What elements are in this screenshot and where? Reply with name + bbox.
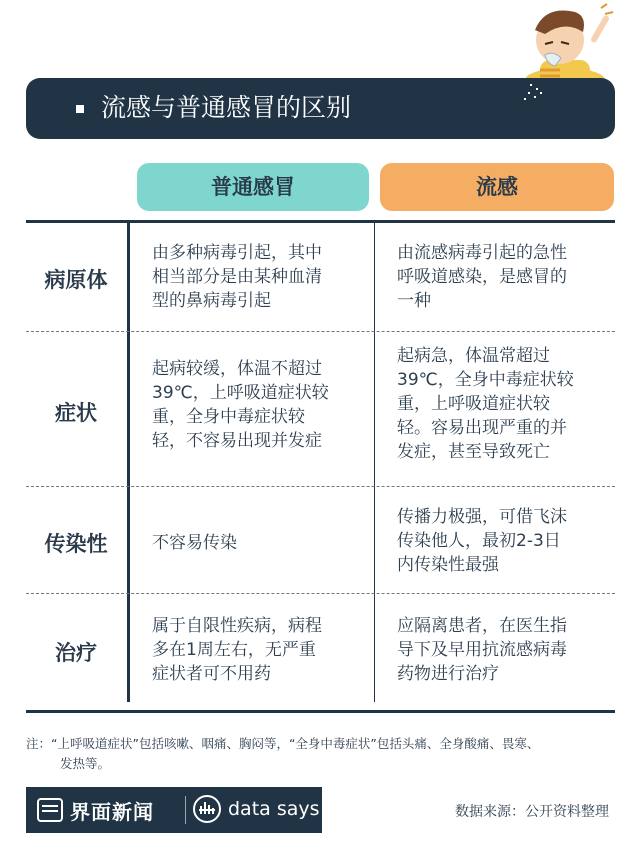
- row-label-symptoms: 症状: [55, 401, 97, 425]
- page-title: 流感与普通感冒的区别: [101, 93, 352, 122]
- cell-flu-treatment: 应隔离患者，在医生指 导下及早用抗流感病毒 药物进行治疗: [397, 616, 567, 684]
- footer-brand-panel: [26, 787, 322, 833]
- table-top-rule: [26, 220, 615, 223]
- data-says-icon: [192, 794, 222, 824]
- brand-name: 界面新闻: [70, 800, 154, 824]
- boy-sneezing-illustration: [505, 0, 625, 90]
- cell-flu-pathogen: 由流感病毒引起的急性 呼吸道感染，是感冒的 一种: [397, 243, 567, 311]
- footer-separator: [185, 796, 186, 824]
- row-label-pathogen: 病原体: [44, 268, 108, 292]
- bullet-icon: [76, 105, 84, 113]
- cell-flu-symptoms: 起病急，体温常超过 39℃，全身中毒症状较 重，上呼吸道症状较 轻。容易出现严重的并 发症，甚至导致死亡: [397, 346, 574, 462]
- cell-cold-contagion: 不容易传染: [152, 533, 237, 553]
- cell-cold-pathogen: 由多种病毒引起，其中 相当部分是由某种血清 型的鼻病毒引起: [152, 243, 322, 311]
- sneeze-droplets-decoration: [520, 80, 550, 105]
- brand-logo-icon: [37, 798, 63, 822]
- table-bottom-rule: [26, 710, 615, 713]
- column-header-common-cold: 普通感冒: [137, 163, 369, 211]
- row-divider: [26, 331, 615, 332]
- cell-flu-contagion: 传播力极强，可借飞沫 传染他人，最初2-3日 内传染性最强: [397, 507, 567, 575]
- row-divider: [26, 593, 615, 594]
- row-divider: [26, 486, 615, 487]
- table-column-divider: [374, 222, 375, 702]
- footnote-line-1: 注：“上呼吸道症状”包括咳嗽、咽痛、胸闷等，“全身中毒症状”包括头痛、全身酸痛、畏寒、: [26, 736, 540, 751]
- column-header-flu: 流感: [380, 163, 614, 211]
- row-label-contagion: 传染性: [44, 532, 108, 556]
- cell-cold-symptoms: 起病较缓，体温不超过 39℃，上呼吸道症状较 重，全身中毒症状较 轻，不容易出现并发症: [152, 359, 329, 451]
- footer-bar: [26, 787, 615, 833]
- footnote-line-2: 发热等。: [60, 756, 111, 771]
- cell-cold-treatment: 属于自限性疾病，病程 多在1周左右，无严重 症状者可不用药: [152, 616, 322, 684]
- footnote: [26, 734, 626, 774]
- row-label-treatment: 治疗: [55, 641, 97, 665]
- data-source: 数据来源：公开资料整理: [455, 804, 609, 820]
- data-says-label: data says: [228, 798, 320, 820]
- table-label-divider: [127, 222, 130, 702]
